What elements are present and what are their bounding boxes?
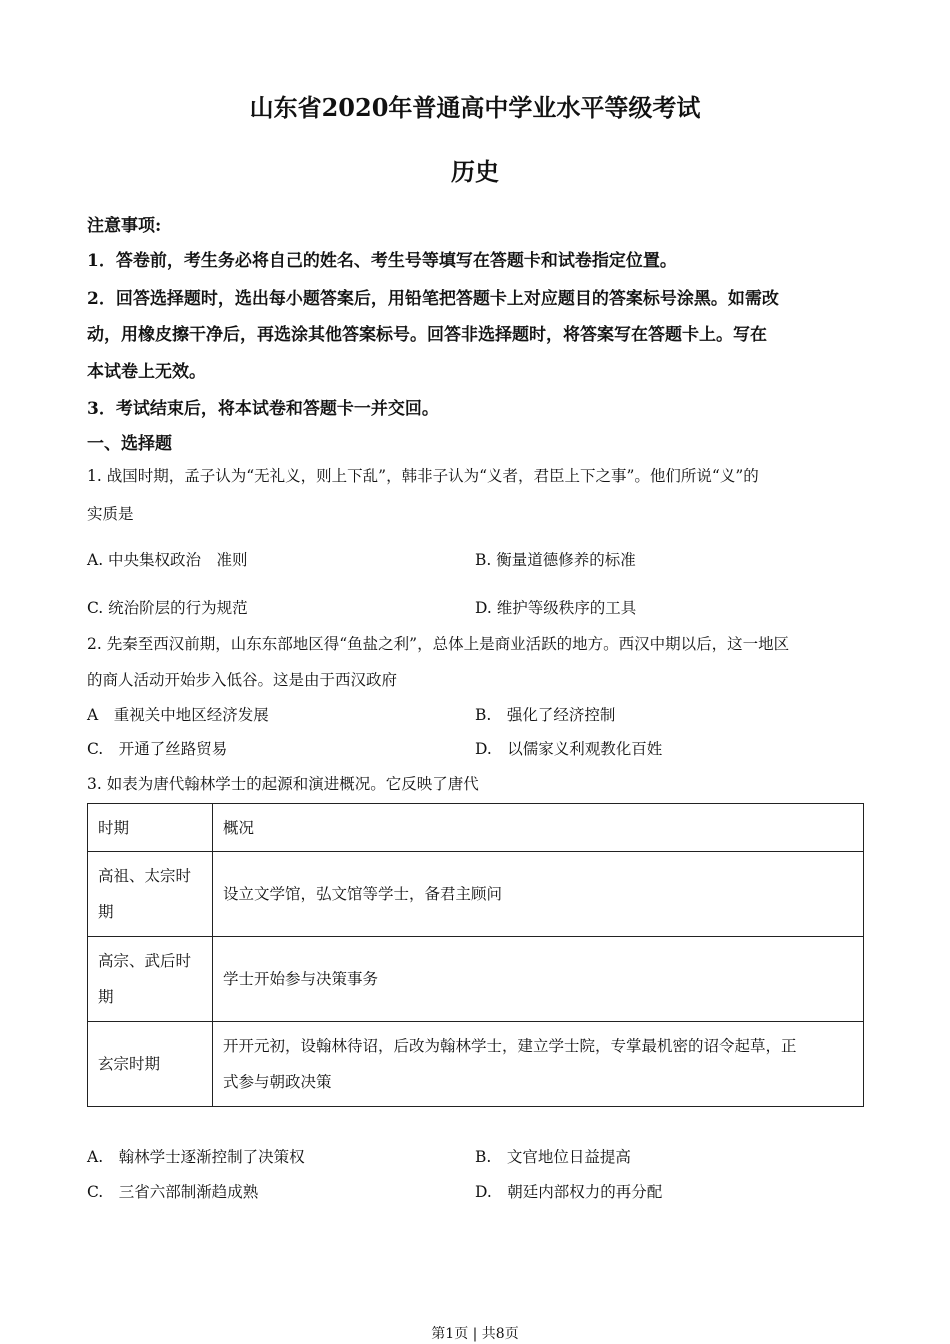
table-cell-summary bbox=[213, 852, 864, 937]
question-3-option-a: A. 翰林学士逐渐控制了决策权 bbox=[87, 1148, 305, 1166]
question-3-option-d: D. 朝廷内部权力的再分配 bbox=[475, 1183, 663, 1201]
summary-line-1: 学士开始参与决策事务 bbox=[223, 970, 379, 988]
history-table bbox=[87, 803, 864, 1107]
table-row bbox=[88, 852, 864, 937]
period-line-1: 高宗、武后时 bbox=[98, 952, 192, 970]
table-header-period: 时期 bbox=[88, 804, 213, 852]
exam-title: 山东省2020年普通高中学业水平等级考试 bbox=[249, 93, 701, 122]
table-row bbox=[88, 1022, 864, 1107]
question-1-line-1: 1. 战国时期，孟子认为“无礼义，则上下乱”，韩非子认为“义者，君臣上下之事”。他们所说“义”的 bbox=[87, 467, 759, 485]
question-1-option-d: D. 维护等级秩序的工具 bbox=[475, 599, 637, 617]
table-header-row bbox=[88, 804, 864, 852]
question-3-line-1: 3. 如表为唐代翰林学士的起源和演进概况。它反映了唐代 bbox=[87, 775, 479, 793]
table-header-summary: 概况 bbox=[213, 804, 864, 852]
table-cell-period bbox=[88, 852, 213, 937]
section-heading: 一、选择题 bbox=[87, 434, 172, 454]
question-2-option-d: D. 以儒家义利观教化百姓 bbox=[475, 740, 663, 758]
period-line-2: 期 bbox=[98, 988, 114, 1006]
question-1-option-b: B. 衡量道德修养的标准 bbox=[475, 551, 636, 569]
question-2-option-c: C. 开通了丝路贸易 bbox=[87, 740, 228, 758]
notice-item-1: 1．答卷前，考生务必将自己的姓名、考生号等填写在答题卡和试卷指定位置。 bbox=[87, 251, 677, 271]
summary-line-1: 开开元初，设翰林待诏，后改为翰林学士，建立学士院，专掌最机密的诏令起草，正 bbox=[223, 1037, 797, 1055]
notice-item-2-line-3: 本试卷上无效。 bbox=[87, 362, 206, 382]
notice-item-2-line-2: 动，用橡皮擦干净后，再选涂其他答案标号。回答非选择题时，将答案写在答题卡上。写在 bbox=[87, 325, 767, 345]
question-3-option-c: C. 三省六部制渐趋成熟 bbox=[87, 1183, 259, 1201]
question-3-option-b: B. 文官地位日益提高 bbox=[475, 1148, 631, 1166]
notice-heading: 注意事项: bbox=[87, 216, 162, 236]
table-cell-period bbox=[88, 1022, 213, 1107]
notice-item-2-line-1: 2．回答选择题时，选出每小题答案后，用铅笔把答题卡上对应题目的答案标号涂黑。如需改 bbox=[87, 289, 779, 309]
question-2-option-a: A 重视关中地区经济发展 bbox=[87, 706, 269, 724]
summary-line-1: 设立文学馆，弘文馆等学士，备君主顾问 bbox=[223, 885, 503, 903]
table-cell-summary bbox=[213, 937, 864, 1022]
period-line-2: 期 bbox=[98, 903, 114, 921]
period-line-1: 高祖、太宗时 bbox=[98, 867, 192, 885]
page-footer: 第1页 | 共8页 bbox=[431, 1326, 519, 1342]
summary-line-2: 式参与朝政决策 bbox=[223, 1073, 332, 1091]
question-2-option-b: B. 强化了经济控制 bbox=[475, 706, 616, 724]
question-2-line-1: 2. 先秦至西汉前期，山东东部地区得“鱼盐之利”，总体上是商业活跃的地方。西汉中期以后，这一地区 bbox=[87, 635, 790, 653]
question-2-line-2: 的商人活动开始步入低谷。这是由于西汉政府 bbox=[87, 671, 398, 689]
period-line-1: 玄宗时期 bbox=[98, 1055, 161, 1073]
table-cell-summary bbox=[213, 1022, 864, 1107]
notice-item-3: 3．考试结束后，将本试卷和答题卡一并交回。 bbox=[87, 399, 439, 419]
subject-title: 历史 bbox=[451, 157, 499, 186]
question-1-option-a: A. 中央集权政治 准则 bbox=[87, 551, 248, 569]
question-1-option-c: C. 统治阶层的行为规范 bbox=[87, 599, 248, 617]
question-1-line-2: 实质是 bbox=[87, 505, 134, 523]
table-row bbox=[88, 937, 864, 1022]
table-cell-period bbox=[88, 937, 213, 1022]
